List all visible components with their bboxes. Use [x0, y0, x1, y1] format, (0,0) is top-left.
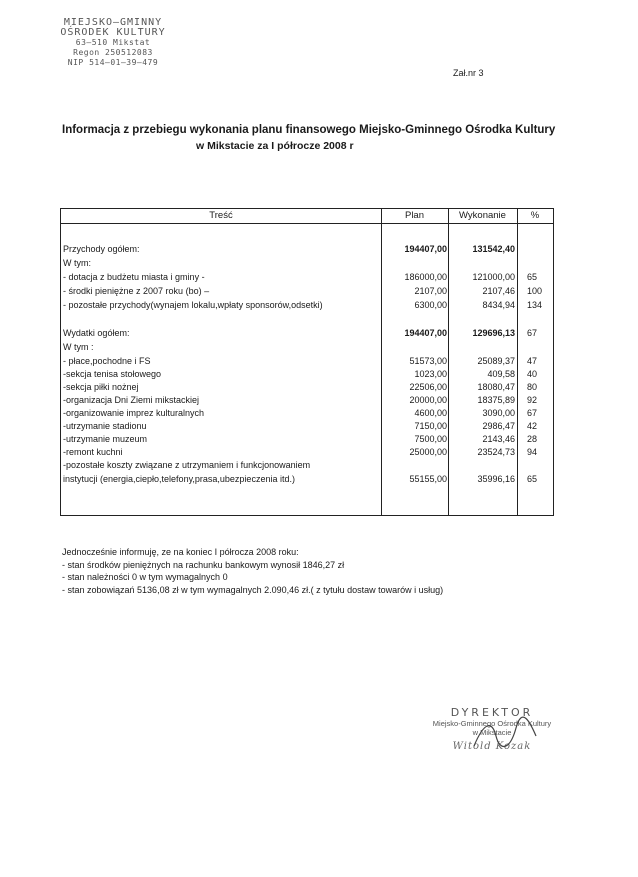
row-plan: 2107,00 — [414, 286, 447, 296]
table-row — [61, 473, 553, 485]
title-line-1: Informacja z przebiegu wykonania planu finansowego Miejsko-Gminnego Ośrodka Kultury — [62, 124, 556, 136]
header-wykonanie: Wykonanie — [459, 210, 506, 221]
note-line: - stan należności 0 w tym wymagalnych 0 — [62, 572, 228, 582]
row-wykonanie: 8434,94 — [482, 300, 515, 310]
table-row — [61, 381, 553, 393]
table-row — [61, 271, 553, 283]
document-title — [62, 122, 572, 154]
row-wykonanie: 35996,16 — [477, 474, 515, 484]
row-name: -sekcja tenisa stołowego — [63, 369, 162, 379]
annex-number: Zał.nr 3 — [453, 68, 484, 78]
row-name: -remont kuchni — [63, 447, 123, 457]
row-percent: 40 — [527, 369, 538, 379]
table-row — [61, 299, 553, 311]
header-tresc: Treść — [209, 210, 233, 221]
table-row — [61, 257, 553, 269]
row-plan: 20000,00 — [409, 395, 447, 405]
notes-section — [62, 546, 443, 596]
table-row — [61, 433, 553, 445]
row-name: - pozostałe przychody(wynajem lokalu,wpłaty sponsorów,odsetki) — [63, 300, 323, 310]
row-name: - środki pieniężne z 2007 roku (bo) – — [63, 286, 210, 296]
row-wykonanie: 23524,73 — [477, 447, 515, 457]
row-plan: 7500,00 — [414, 434, 447, 444]
financial-table — [60, 208, 554, 516]
row-name: Przychody ogółem: — [63, 244, 140, 254]
row-name: -utrzymanie muzeum — [63, 434, 148, 444]
table-row — [61, 368, 553, 380]
table-row — [61, 243, 553, 255]
row-wykonanie: 2143,46 — [482, 434, 515, 444]
row-plan: 194407,00 — [404, 328, 447, 338]
row-wykonanie: 121000,00 — [472, 272, 515, 282]
table-row — [61, 420, 553, 432]
row-name: instytucji (energia,ciepło,telefony,prasa,ubezpieczenia itd.) — [63, 474, 295, 484]
row-percent: 67 — [527, 328, 538, 338]
row-percent: 100 — [527, 286, 543, 296]
table-row — [61, 355, 553, 367]
row-name: W tym: — [63, 258, 91, 268]
row-percent: 47 — [527, 356, 538, 366]
row-percent: 80 — [527, 382, 538, 392]
row-plan: 7150,00 — [414, 421, 447, 431]
row-wykonanie: 2986,47 — [482, 421, 515, 431]
row-wykonanie: 18080,47 — [477, 382, 515, 392]
table-row — [61, 407, 553, 419]
stamp-line-4: Regon 250512083 — [73, 48, 153, 57]
row-wykonanie: 129696,13 — [472, 328, 515, 338]
row-plan: 1023,00 — [414, 369, 447, 379]
row-name: -sekcja piłki nożnej — [63, 382, 139, 392]
table-row — [61, 459, 553, 471]
table-row — [61, 394, 553, 406]
title-line-2: w Mikstacie za I półrocze 2008 r — [196, 140, 354, 152]
header-percent: % — [530, 210, 540, 221]
row-wykonanie: 18375,89 — [477, 395, 515, 405]
row-percent: 67 — [527, 408, 538, 418]
row-percent: 42 — [527, 421, 538, 431]
table-row — [61, 313, 553, 325]
row-name: - dotacja z budżetu miasta i gminy - — [63, 272, 205, 282]
row-percent: 94 — [527, 447, 538, 457]
row-plan: 6300,00 — [414, 300, 447, 310]
note-line: Jednocześnie informuję, ze na koniec I półrocza 2008 roku: — [62, 547, 299, 557]
row-plan: 4600,00 — [414, 408, 447, 418]
row-percent: 65 — [527, 272, 538, 282]
row-name: Wydatki ogółem: — [63, 328, 130, 338]
note-line: - stan zobowiązań 5136,08 zł w tym wymagalnych 2.090,46 zł.( z tytułu dostaw towarów i usług) — [62, 584, 444, 595]
row-percent: 92 — [527, 395, 538, 405]
row-plan: 25000,00 — [409, 447, 447, 457]
row-plan: 22506,00 — [409, 382, 447, 392]
stamp-line-3: 63–510 Mikstat — [75, 38, 151, 47]
stamp-line-2: OŚRODEK KULTURY — [60, 27, 166, 38]
director-institution: Miejsko-Gminnego Ośrodka Kultury — [432, 719, 552, 728]
row-percent: 134 — [527, 300, 543, 310]
row-name: -organizacja Dni Ziemi mikstackiej — [63, 395, 200, 405]
director-location: w Mikstacie — [472, 728, 512, 737]
row-percent: 28 — [527, 434, 538, 444]
table-row — [61, 285, 553, 297]
row-percent: 65 — [527, 474, 538, 484]
row-wykonanie: 409,58 — [487, 369, 515, 379]
handwritten-signature — [470, 716, 540, 756]
table-row — [61, 327, 553, 339]
row-plan: 55155,00 — [409, 474, 447, 484]
row-name: -utrzymanie stadionu — [63, 421, 147, 431]
row-plan: 186000,00 — [404, 272, 447, 282]
director-name: Witold Kozak — [452, 741, 532, 752]
header-plan: Plan — [404, 210, 424, 221]
row-plan: 51573,00 — [409, 356, 447, 366]
row-name: W tym : — [63, 342, 94, 352]
row-name: -pozostałe koszty związane z utrzymaniem i funkcjonowaniem — [63, 460, 311, 470]
table-row — [61, 446, 553, 458]
table-body — [61, 223, 553, 515]
row-plan: 194407,00 — [404, 244, 447, 254]
row-wykonanie: 25089,37 — [477, 356, 515, 366]
institution-stamp — [38, 18, 188, 68]
row-name: - płace,pochodne i FS — [63, 356, 151, 366]
row-wykonanie: 2107,46 — [482, 286, 515, 296]
table-row — [61, 341, 553, 353]
row-name: -organizowanie imprez kulturalnych — [63, 408, 205, 418]
director-title: DYREKTOR — [450, 706, 534, 719]
stamp-line-5: NIP 514–01–39–479 — [67, 58, 159, 67]
row-wykonanie: 3090,00 — [482, 408, 515, 418]
stamp-line-1: MIEJSKO–GMINNY — [63, 17, 163, 28]
note-line: - stan środków pieniężnych na rachunku bankowym wynosił 1846,27 zł — [62, 559, 345, 570]
row-wykonanie: 131542,40 — [472, 244, 515, 254]
